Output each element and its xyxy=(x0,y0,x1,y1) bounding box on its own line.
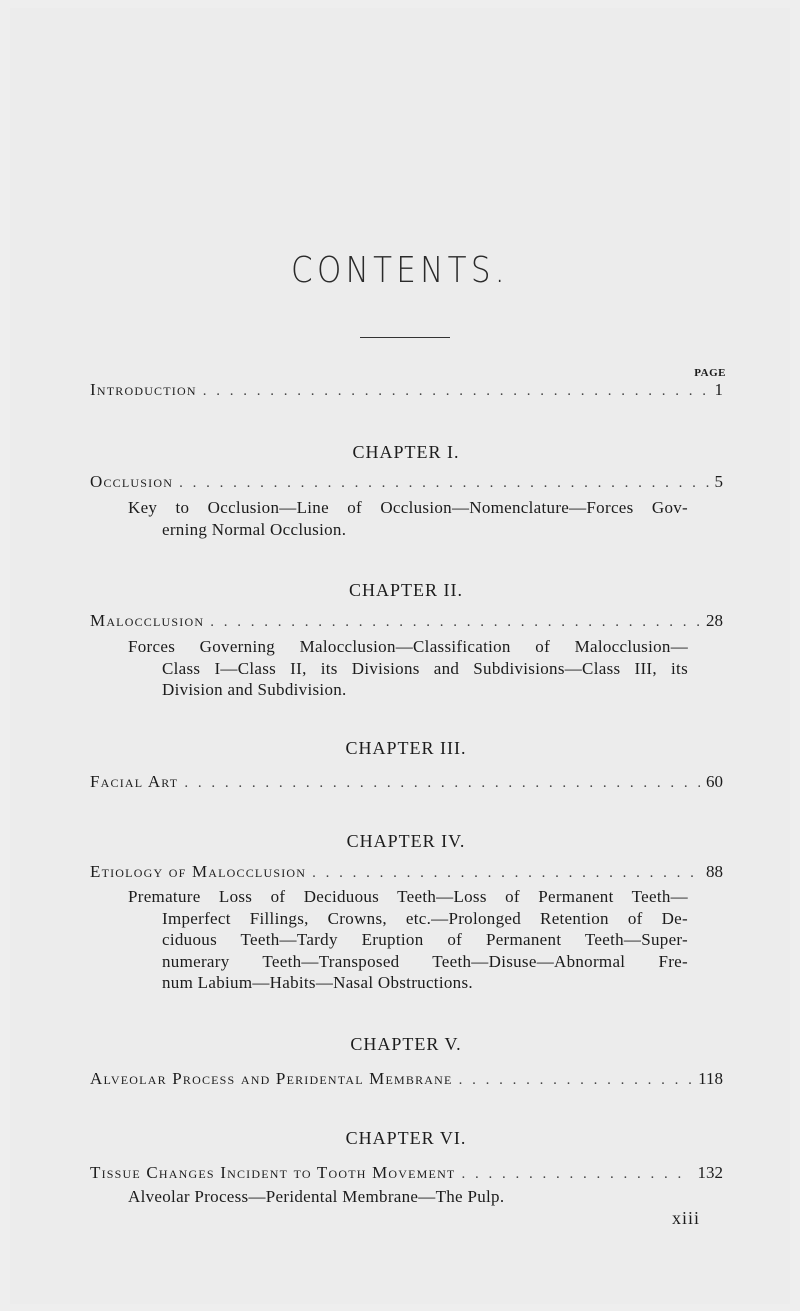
leader-dots xyxy=(203,383,709,400)
toc-entry-name: Etiology of Malocclusion xyxy=(90,862,307,881)
toc-entry-occlusion xyxy=(90,472,723,492)
description-line: Class I—Class II, its Divisions and Subdivisions—Class III, its xyxy=(162,658,688,678)
toc-entry-tissue-changes xyxy=(90,1163,723,1183)
chapter-description xyxy=(128,886,688,994)
chapter-description xyxy=(128,1186,688,1208)
toc-entry-introduction xyxy=(90,380,723,400)
leader-dots xyxy=(461,1166,691,1183)
page-folio: xiii xyxy=(671,1208,700,1228)
toc-entry-page: 1 xyxy=(714,380,723,399)
toc-entry-name: Alveolar Process and Peridental Membrane xyxy=(90,1069,453,1088)
chapter-description xyxy=(128,636,688,701)
toc-entry-name: Tissue Changes Incident to Tooth Movement xyxy=(90,1163,456,1182)
leader-dots xyxy=(179,475,708,492)
description-line: Key to Occlusion—Line of Occlusion—Nomenclature—Forces Gov- xyxy=(128,498,688,517)
toc-entry-page: 88 xyxy=(706,862,723,881)
chapter-heading: CHAPTER IV. xyxy=(346,831,466,851)
leader-dots xyxy=(459,1072,693,1089)
page-title: CONTENTS. xyxy=(291,250,509,291)
description-line: erning Normal Occlusion. xyxy=(162,519,347,539)
toc-entry-name: Occlusion xyxy=(90,472,174,491)
description-line: Alveolar Process—Peridental Membrane—The Pulp. xyxy=(128,1187,505,1206)
toc-entry-page: 60 xyxy=(706,772,723,791)
page-column-label: PAGE xyxy=(694,367,726,379)
chapter-heading: CHAPTER VI. xyxy=(345,1128,467,1148)
description-line: Premature Loss of Deciduous Teeth—Loss of Permanent Teeth— xyxy=(128,887,688,906)
toc-entry-name: Facial Art xyxy=(90,772,179,791)
toc-entry-etiology xyxy=(90,862,723,882)
toc-entry-page: 132 xyxy=(697,1163,723,1182)
toc-entry-facial-art xyxy=(90,772,723,792)
description-line: Forces Governing Malocclusion—Classification of Malocclusion— xyxy=(128,637,688,656)
leader-dots xyxy=(210,614,700,631)
chapter-heading: CHAPTER I. xyxy=(352,442,460,462)
toc-entry-malocclusion xyxy=(90,611,723,631)
leader-dots xyxy=(312,865,700,882)
toc-entry-page: 28 xyxy=(706,611,723,630)
description-line: ciduous Teeth—Tardy Eruption of Permanent Teeth—Super- xyxy=(162,930,688,949)
chapter-heading: CHAPTER III. xyxy=(345,738,467,758)
description-line: num Labium—Habits—Nasal Obstructions. xyxy=(162,973,473,992)
description-line: Imperfect Fillings, Crowns, etc.—Prolonged Retention of De- xyxy=(162,908,688,928)
toc-entry-alveolar-process xyxy=(90,1069,723,1089)
chapter-description xyxy=(128,497,688,540)
chapter-heading: CHAPTER II. xyxy=(349,580,463,600)
leader-dots xyxy=(184,775,700,792)
toc-entry-name: Malocclusion xyxy=(90,611,205,630)
description-line: Division and Subdivision. xyxy=(162,680,347,699)
toc-entry-name: Introduction xyxy=(90,380,197,399)
description-line: numerary Teeth—Transposed Teeth—Disuse—Abnormal Fre- xyxy=(162,951,688,971)
title-rule xyxy=(360,337,450,338)
chapter-heading: CHAPTER V. xyxy=(350,1034,462,1054)
toc-entry-page: 118 xyxy=(698,1069,723,1088)
toc-entry-page: 5 xyxy=(714,472,723,491)
